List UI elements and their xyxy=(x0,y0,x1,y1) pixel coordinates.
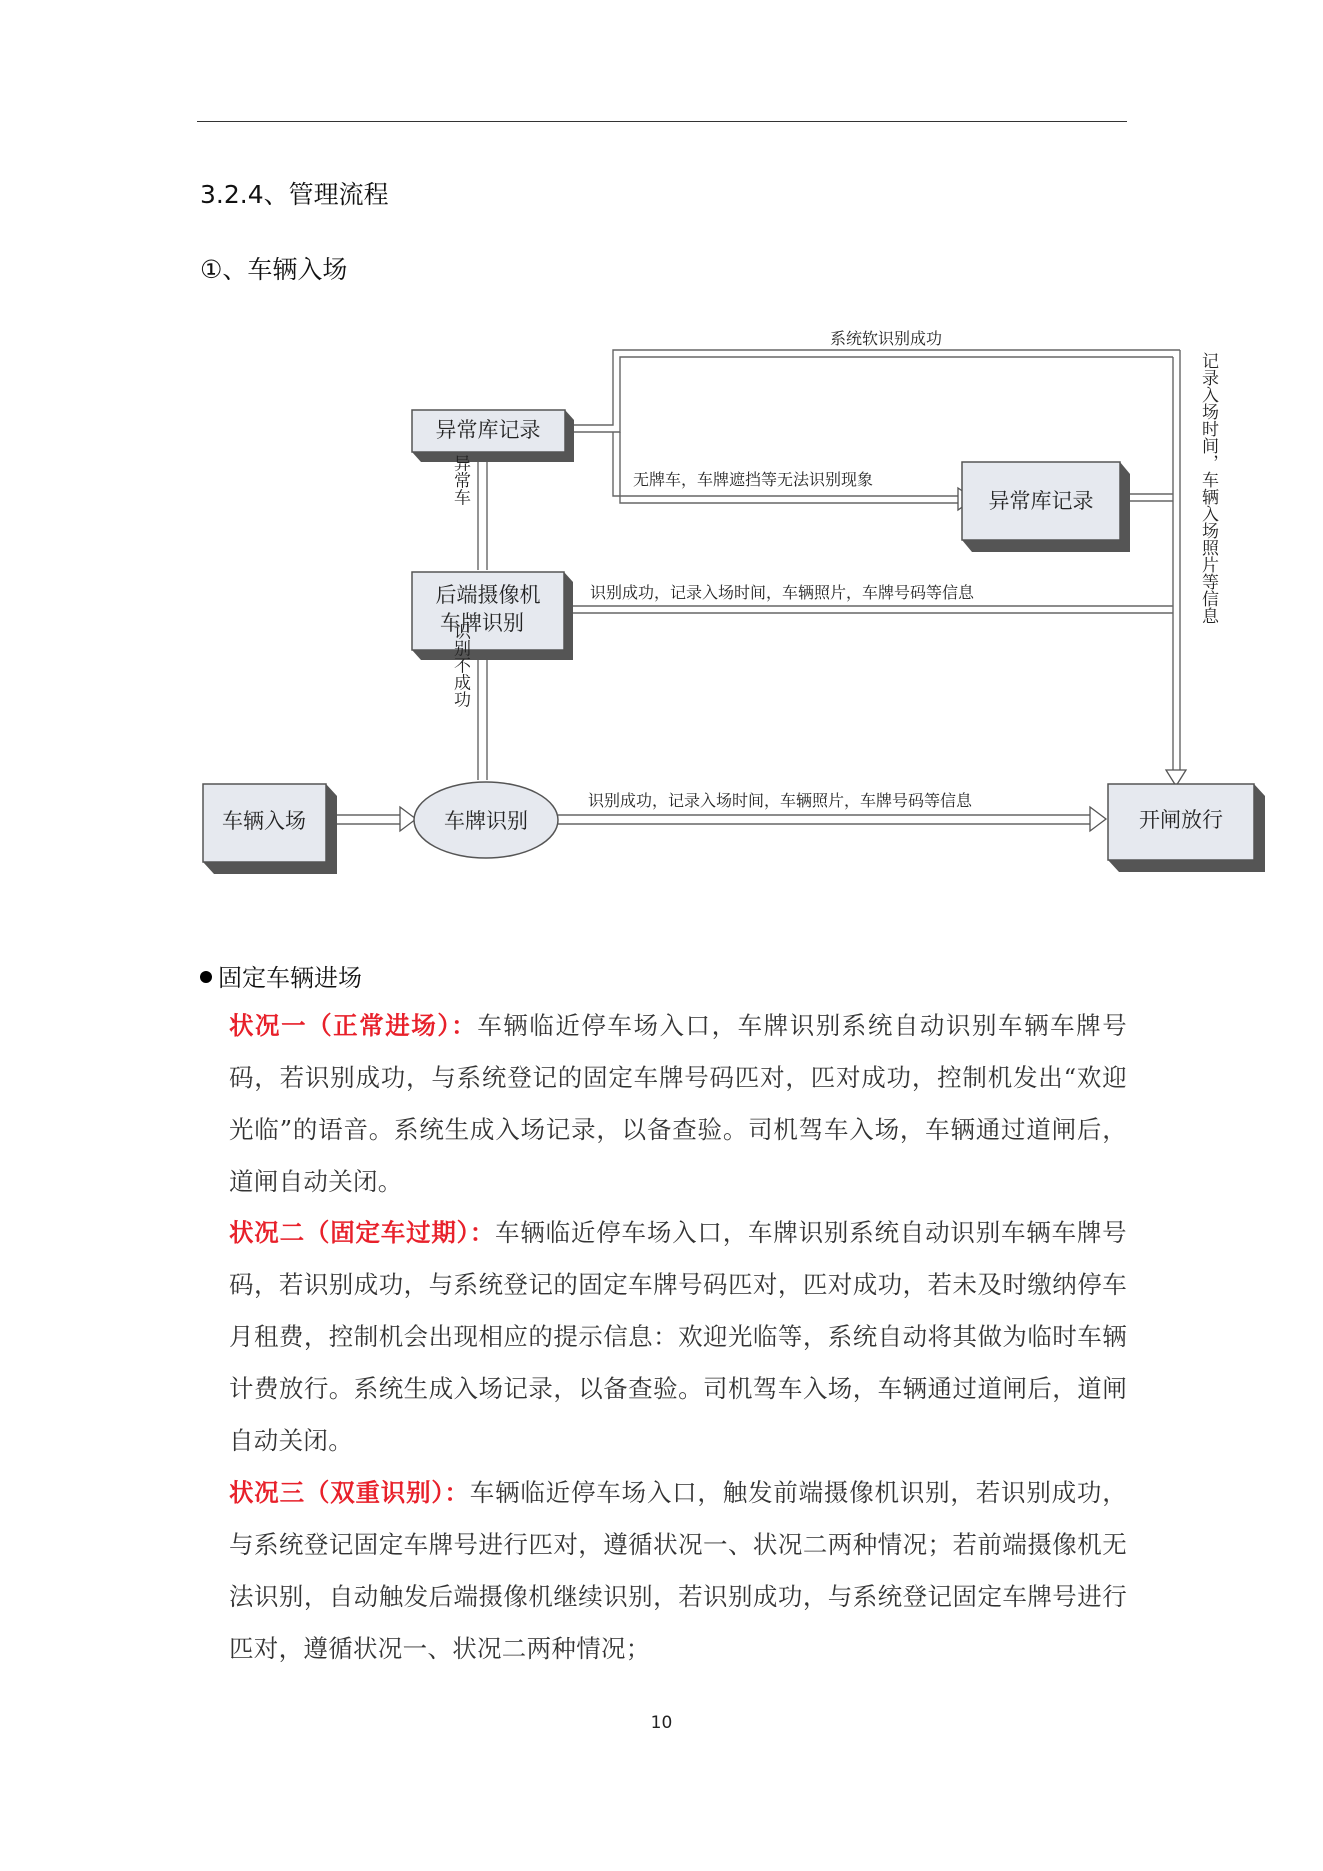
vehicle-entry-flowchart xyxy=(0,0,1323,900)
node-open-gate xyxy=(1108,784,1265,872)
situation-tag-2: 状况二（固定车过期）： xyxy=(229,1218,496,1247)
node-plate-recognition xyxy=(414,782,558,858)
situation-text-2: 车辆临近停车场入口，车牌识别系统自动识别车辆车牌号码，若识别成功，与系统登记的固定车牌号码匹对，匹对成功，若未及时缴纳停车月租费，控制机会出现相应的提示信息：欢迎光临等，系统自动将其做为临时车辆计费放行。系统生成入场记录，以备查验。司机驾车入场，车辆通过道闸后，道闸自动关闭。 xyxy=(229,1218,1127,1455)
node-abnormal-record-1 xyxy=(412,410,574,462)
section-fixed-vehicle-entry xyxy=(200,958,362,993)
node-rear-camera-line2: 车牌识别 xyxy=(440,611,524,635)
node-vehicle-entry-text: 车辆入场 xyxy=(222,809,306,833)
situation-tag-1: 状况一（正常进场）： xyxy=(229,1011,478,1040)
node-abnormal-record-2 xyxy=(962,462,1130,552)
situation-paragraph-3 xyxy=(229,1467,1127,1675)
label-record-entry: 记录入场时间，车辆入场照片等信息 xyxy=(1198,352,1218,624)
node-abnormal-record-1-text: 异常库记录 xyxy=(435,418,541,442)
situation-paragraph-2 xyxy=(229,1207,1127,1467)
situation-text-1: 车辆临近停车场入口，车牌识别系统自动识别车辆车牌号码，若识别成功，与系统登记的固定车牌号码匹对，匹对成功，控制机发出“欢迎光临”的语音。系统生成入场记录，以备查验。司机驾车入场，车辆通过道闸后，道闸自动关闭。 xyxy=(229,1011,1128,1196)
node-rear-camera xyxy=(412,572,573,660)
situation-tag-3: 状况三（双重识别）： xyxy=(229,1478,470,1507)
node-abnormal-record-2-text: 异常库记录 xyxy=(988,489,1094,513)
situation-text-3: 车辆临近停车场入口，触发前端摄像机识别，若识别成功，与系统登记固定车牌号进行匹对，遵循状况一、状况二两种情况；若前端摄像机无法识别，自动触发后端摄像机继续识别，若识别成功，与系统登记固定车牌号进行匹对，遵循状况一、状况二两种情况； xyxy=(229,1478,1128,1663)
node-plate-recognition-text: 车牌识别 xyxy=(444,809,528,833)
node-vehicle-entry xyxy=(203,784,337,874)
label-no-plate: 无牌车，车牌遮挡等无法识别现象 xyxy=(633,470,874,489)
section-heading: 固定车辆进场 xyxy=(218,964,362,992)
subsection-title: ①、车辆入场 xyxy=(200,255,348,284)
label-soft-recognition-success: 系统软识别成功 xyxy=(829,329,943,348)
label-rear-success: 识别成功，记录入场时间，车辆照片，车牌号码等信息 xyxy=(590,583,975,602)
page-number: 10 xyxy=(650,1713,673,1733)
node-open-gate-text: 开闸放行 xyxy=(1139,808,1223,832)
bullet-icon xyxy=(200,971,212,983)
node-rear-camera-line1: 后端摄像机 xyxy=(435,583,541,607)
label-abnormal-vehicle: 异常车 xyxy=(450,454,470,506)
situation-paragraph-1 xyxy=(229,1000,1127,1208)
label-recognition-failed: 识别不成功 xyxy=(450,622,470,708)
label-front-success: 识别成功，记录入场时间，车辆照片，车牌号码等信息 xyxy=(588,791,973,810)
section-title: 3.2.4、管理流程 xyxy=(200,180,389,209)
